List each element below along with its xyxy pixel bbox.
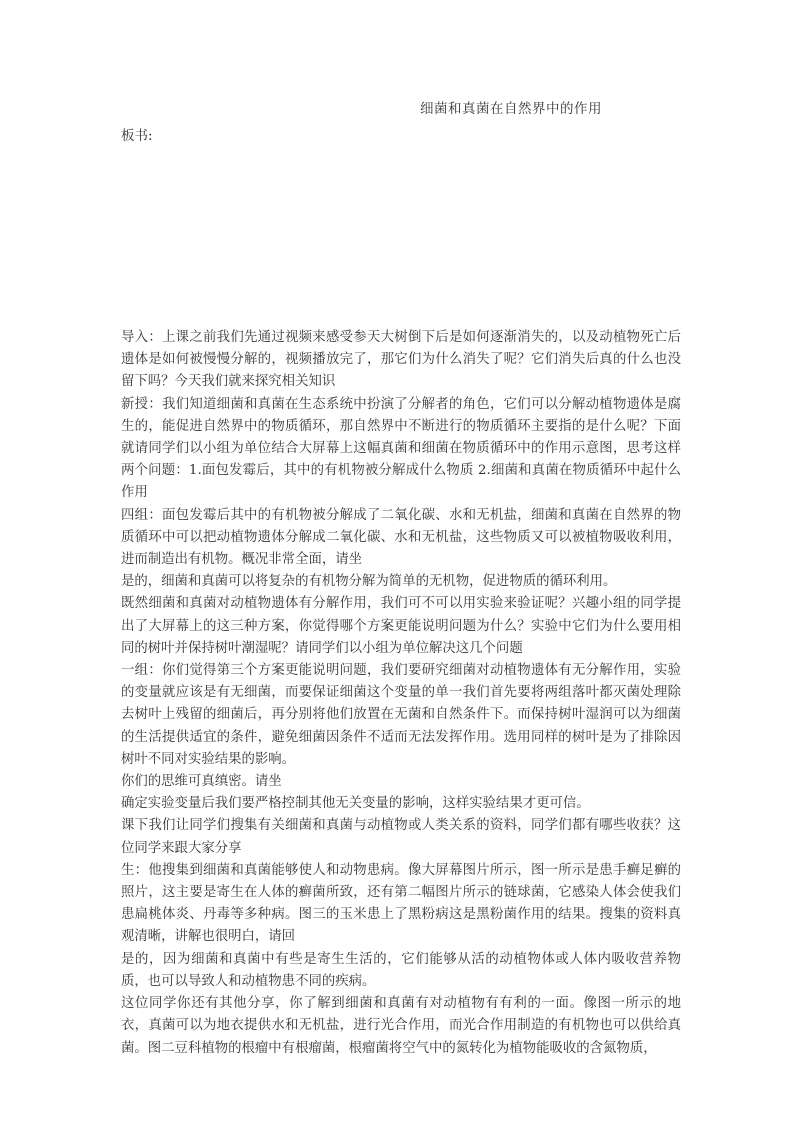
- body-text: [121, 327, 681, 1060]
- paragraph-praise: 你们的思维可真缜密。请坐: [121, 774, 282, 790]
- paragraph-homework-share: 课下我们让同学们搜集有关细菌和真菌与动植物或人类关系的资料，同学们都有哪些收获？这位同学来跟大家分享: [121, 818, 681, 856]
- paragraph-new-lesson: 新授：我们知道细菌和真菌在生态系统中扮演了分解者的角色，它们可以分解动植物遗体是腐生的，能促进自然界中的物质循环，那自然界中不断进行的物质循环主要指的是什么呢？下面就请同学们以小组为单位结合大屏幕上这幅真菌和细菌在物质循环中的作用示意图，思考这样两个问题：1.面包发霉后，其中的有机物被分解成什么物质 2.细菌和真菌在物质循环中起什么作用: [121, 396, 681, 501]
- paragraph-experiment-question: 既然细菌和真菌对动植物遗体有分解作用，我们可不可以用实验来验证呢？兴趣小组的同学提出了大屏幕上的这三种方案，你觉得哪个方案更能说明问题为什么？实验中它们为什么要用相同的树叶并保持树叶潮湿呢？请同学们以小组为单位解决这几个问题: [121, 596, 681, 656]
- paragraph-summary-decomposition: 是的，细菌和真菌可以将复杂的有机物分解为简单的无机物，促进物质的循环利用。: [121, 574, 617, 590]
- paragraph-parasitic: 是的，因为细菌和真菌中有些是寄生生活的，它们能够从活的动植物体或人体内吸收营养物质，也可以导致人和动植物患不同的疾病。: [121, 951, 681, 989]
- paragraph-student-disease: 生：他搜集到细菌和真菌能够使人和动物患病。像大屏幕图片所示，图一所示是患手癣足癣的照片，这主要是寄生在人体的癣菌所致，还有第二幅图片所示的链球菌，它感染人体会使我们患扁桃体炎、丹毒等多种病。图三的玉米患上了黑粉病这是黑粉菌作用的结果。搜集的资料真观清晰，讲解也很明白，请回: [121, 862, 681, 945]
- document-title: 细菌和真菌在自然界中的作用: [420, 101, 602, 117]
- paragraph-variable-control: 确定实验变量后我们要严格控制其他无关变量的影响，这样实验结果才更可信。: [121, 796, 590, 812]
- paragraph-beneficial: 这位同学你还有其他分享，你了解到细菌和真菌有对动植物有有利的一面。像图一所示的地衣，真菌可以为地衣提供水和无机盐，进行光合作用，而光合作用制造的有机物也可以供给真菌。图二豆科植物的根瘤中有根瘤菌，根瘤菌将空气中的氮转化为植物能吸收的含氮物质，: [121, 996, 681, 1056]
- paragraph-intro: 导入：上课之前我们先通过视频来感受参天大树倒下后是如何逐渐消失的，以及动植物死亡后遗体是如何被慢慢分解的，视频播放完了，那它们为什么消失了呢？它们消失后真的什么也没留下吗？今天我们就来探究相关知识: [121, 330, 681, 390]
- paragraph-group-one: 一组：你们觉得第三个方案更能说明问题，我们要研究细菌对动植物遗体有无分解作用，实验的变量就应该是有无细菌，而要保证细菌这个变量的单一我们首先要将两组落叶都灭菌处理除去树叶上残留的细菌后，再分别将他们放置在无菌和自然条件下。而保持树叶湿润可以为细菌的生活提供适宜的条件，避免细菌因条件不适而无法发挥作用。选用同样的树叶是为了排除因树叶不同对实验结果的影响。: [121, 663, 681, 767]
- board-label: 板书:: [121, 128, 153, 144]
- paragraph-group-four: 四组：面包发霉后其中的有机物被分解成了二氧化碳、水和无机盐，细菌和真菌在自然界的物质循环中可以把动植物遗体分解成二氧化碳、水和无机盐，这些物质又可以被植物吸收利用，进而制造出有机物。概况非常全面，请坐: [121, 507, 681, 568]
